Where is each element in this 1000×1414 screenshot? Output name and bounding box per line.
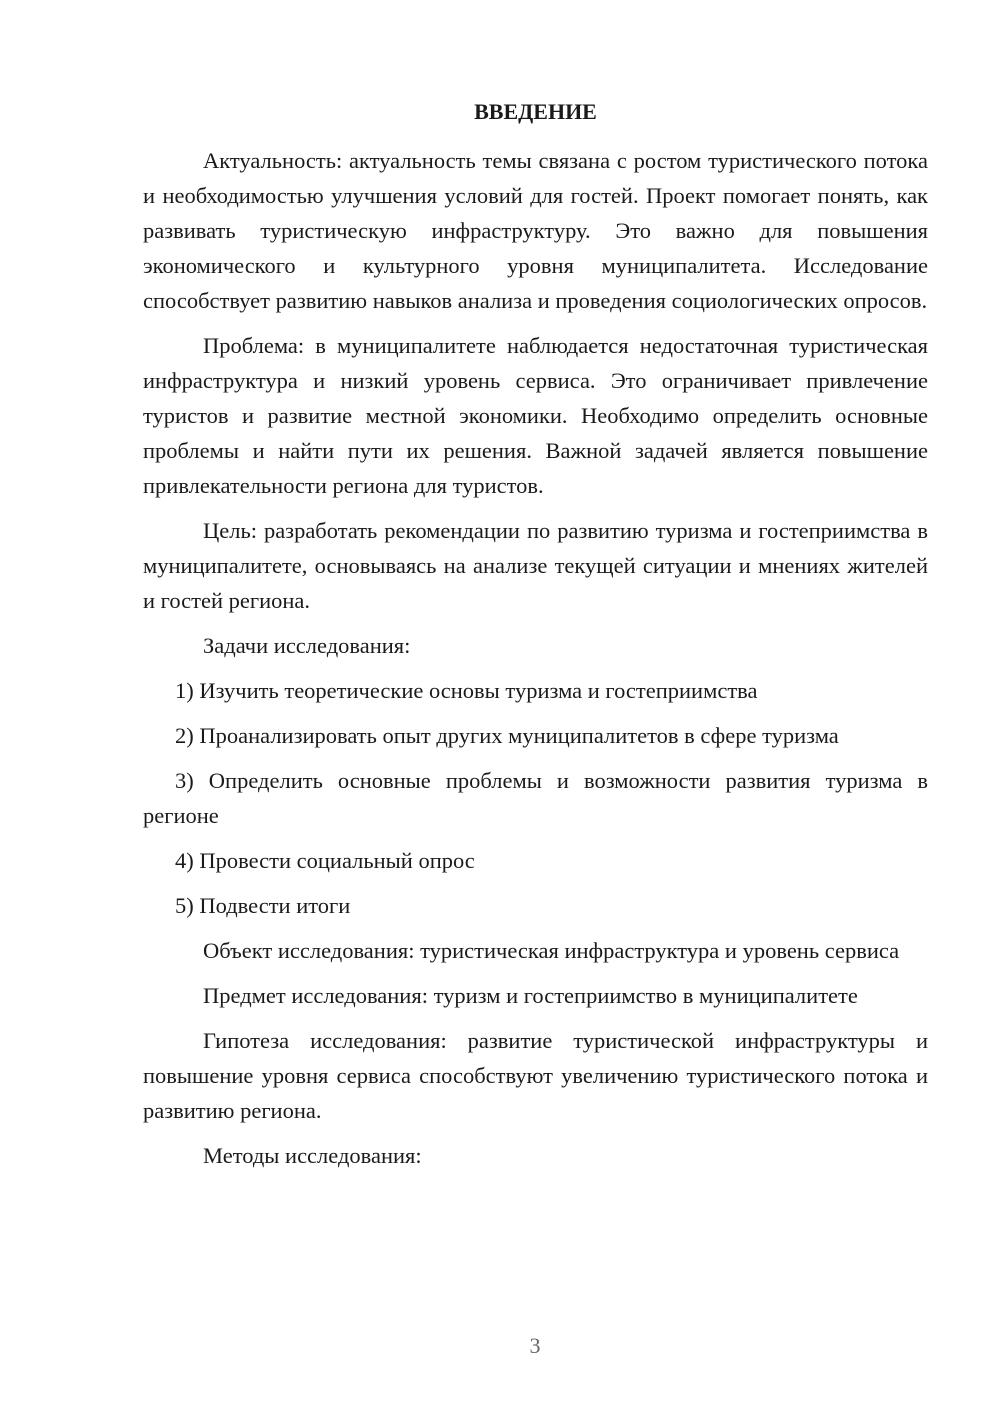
list-item-task-2: 2) Проанализировать опыт других муниципалитетов в сфере туризма xyxy=(175,723,839,748)
list-item-task-4: 4) Провести социальный опрос xyxy=(175,848,475,873)
paragraph-tasks-heading: Задачи исследования: xyxy=(203,633,411,658)
paragraph-relevance: Актуальность: актуальность темы связана с ростом туристического потока и необходимостью улучшения условий для гостей. Проект помогает понять, как развивать туристическую инфраструктуру. Это важно для повышения экономического и культурного уровня муниципалитета. Исследование способствует развитию навыков анализа и проведения социологических опросов. xyxy=(143,148,928,313)
section-title: ВВЕДЕНИЕ xyxy=(474,99,597,124)
paragraph-subject: Предмет исследования: туризм и гостеприимство в муниципалитете xyxy=(203,983,858,1008)
paragraph-methods: Методы исследования: xyxy=(203,1143,422,1168)
list-item-task-5: 5) Подвести итоги xyxy=(175,893,351,918)
paragraph-goal: Цель: разработать рекомендации по развитию туризма и гостеприимства в муниципалитете, основываясь на анализе текущей ситуации и мнениях жителей и гостей региона. xyxy=(143,518,928,613)
paragraph-hypothesis: Гипотеза исследования: развитие туристической инфраструктуры и повышение уровня сервиса способствуют увеличению туристического потока и развитию региона. xyxy=(143,1028,928,1123)
list-item-task-3: 3) Определить основные проблемы и возможности развития туризма в регионе xyxy=(143,768,928,828)
paragraph-problem: Проблема: в муниципалитете наблюдается недостаточная туристическая инфраструктура и низкий уровень сервиса. Это ограничивает привлечение туристов и развитие местной экономики. Необходимо определить основные проблемы и найти пути их решения. Важной задачей является повышение привлекательности региона для туристов. xyxy=(143,333,928,498)
page-content xyxy=(143,94,928,1183)
page-number: 3 xyxy=(529,1333,541,1358)
paragraph-object: Объект исследования: туристическая инфраструктура и уровень сервиса xyxy=(203,938,900,963)
list-item-task-1: 1) Изучить теоретические основы туризма и гостеприимства xyxy=(175,678,758,703)
